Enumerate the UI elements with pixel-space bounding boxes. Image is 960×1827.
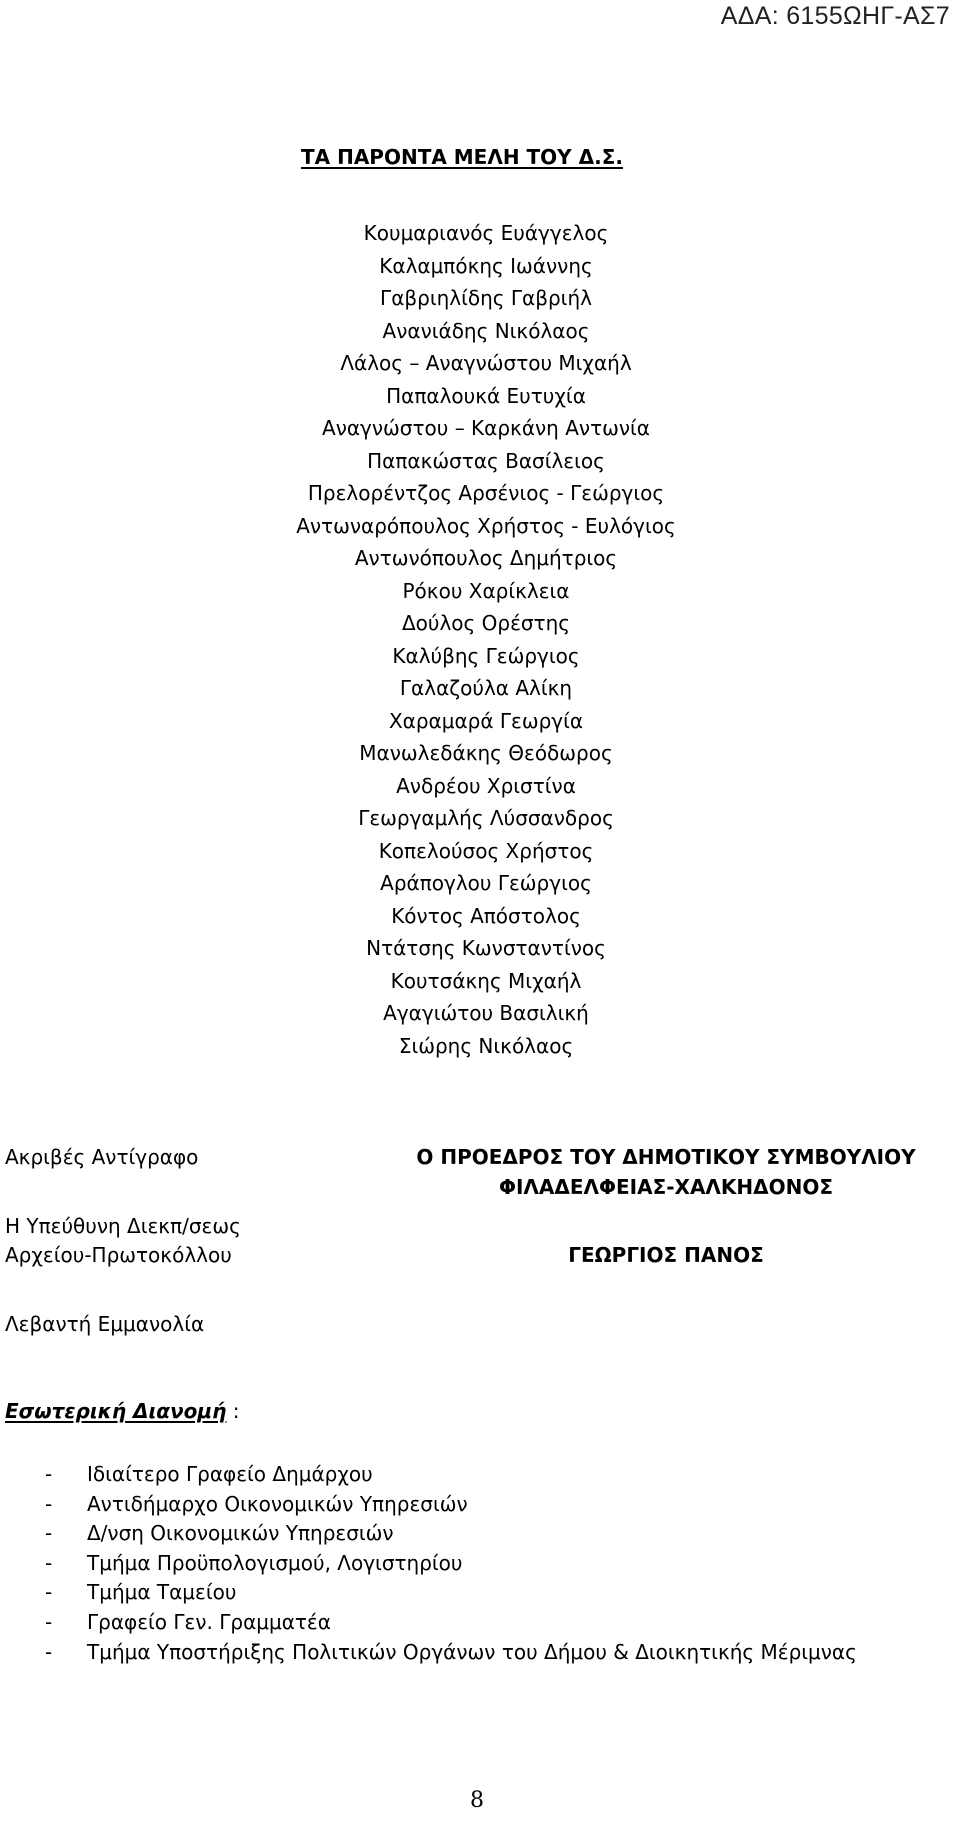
member-name: Ρόκου Χαρίκλεια [402,578,570,603]
member-name: Καλαμπόκης Ιωάννης [379,253,593,278]
members-list [0,217,960,1062]
member-name: Λάλος – Αναγνώστου Μιχαήλ [340,351,632,375]
ada-code: ΑΔΑ: 6155ΩΗΓ-ΑΣ7 [720,2,950,30]
member-name: Αντωναρόπουλος Χρήστος - Ευλόγιος [296,513,676,538]
member-name: Κόντος Απόστολος [391,903,581,928]
member-name: Γεωργαμλής Λύσσανδρος [358,806,614,830]
member-name: Καλύβης Γεώργιος [392,643,580,668]
member-name: Αράπογλου Γεώργιος [380,871,592,895]
list-bullet: - [45,1550,53,1575]
member-name: Αντωνόπουλος Δημήτριος [354,546,618,570]
list-bullet: - [45,1462,53,1486]
member-name: Ντάτσης Κωνσταντίνος [366,936,606,960]
distribution-title [5,1399,239,1423]
member-name: Αγαγιώτου Βασιλική [383,1001,589,1025]
member-name: Κουμαριανός Ευάγγελος [363,221,609,245]
list-bullet: - [45,1609,53,1634]
member-name: Σιώρης Νικόλαος [398,1033,574,1058]
president-title-line2: ΦΙΛΑΔΕΛΦΕΙΑΣ-ΧΑΛΚΗΔΟΝΟΣ [498,1175,834,1199]
members-title: ΤΑ ΠΑΡΟΝΤΑ ΜΕΛΗ ΤΟΥ Δ.Σ. [301,145,623,169]
distribution-title-colon: : [226,1399,240,1423]
copy-label: Ακριβές Αντίγραφο [5,1145,199,1169]
member-name: Κουτσάκης Μιχαήλ [390,968,582,993]
list-bullet: - [45,1491,53,1516]
member-name: Ανανιάδης Νικόλαος [382,318,590,343]
member-name: Μανωλεδάκης Θεόδωρος [359,741,613,765]
member-name: Πρελορέντζος Αρσένιος - Γεώργιος [307,481,665,505]
page-number: 8 [470,1788,484,1813]
distribution-item-text: Γραφείο Γεν. Γραμματέα [87,1609,331,1634]
member-name: Χαραμαρά Γεωργία [388,708,584,733]
member-name: Παπακώστας Βασίλειος [367,448,605,473]
president-name: ΓΕΩΡΓΙΟΣ ΠΑΝΟΣ [568,1243,764,1267]
certifier-name: Λεβαντή Εμμανολία [5,1312,205,1336]
certifier-role-line1: Η Υπεύθυνη Διεκπ/σεως [5,1214,241,1238]
distribution-item-text: Τμήμα Υποστήριξης Πολιτικών Οργάνων του Δήμου & Διοικητικής Μέριμνας [87,1639,857,1664]
member-name: Παπαλουκά Ευτυχία [386,383,586,408]
member-name: Αναγνώστου – Καρκάνη Αντωνία [322,416,650,440]
list-bullet: - [45,1639,53,1664]
member-name: Δούλος Ορέστης [401,611,571,635]
distribution-item-text: Τμήμα Προϋπολογισμού, Λογιστηρίου [87,1550,463,1575]
member-name: Γαλαζούλα Αλίκη [399,676,573,700]
distribution-title-text: Εσωτερική Διανομή [5,1399,227,1423]
list-bullet: - [45,1521,53,1546]
distribution-item-text: Ιδιαίτερο Γραφείο Δημάρχου [87,1462,373,1486]
list-bullet: - [45,1580,53,1605]
distribution-item-text: Δ/νση Οικονομικών Υπηρεσιών [87,1521,394,1546]
member-name: Γαβριηλίδης Γαβριήλ [380,286,592,310]
president-title-line1: Ο ΠΡΟΕΔΡΟΣ ΤΟΥ ΔΗΜΟΤΙΚΟΥ ΣΥΜΒΟΥΛΙΟΥ [416,1145,916,1169]
member-name: Ανδρέου Χριστίνα [396,773,576,798]
distribution-item-text: Αντιδήμαρχο Οικονομικών Υπηρεσιών [87,1491,468,1516]
member-name: Κοπελούσος Χρήστος [378,838,594,863]
certifier-role-line2: Αρχείου-Πρωτοκόλλου [5,1243,232,1267]
distribution-item-text: Τμήμα Ταμείου [87,1580,237,1605]
